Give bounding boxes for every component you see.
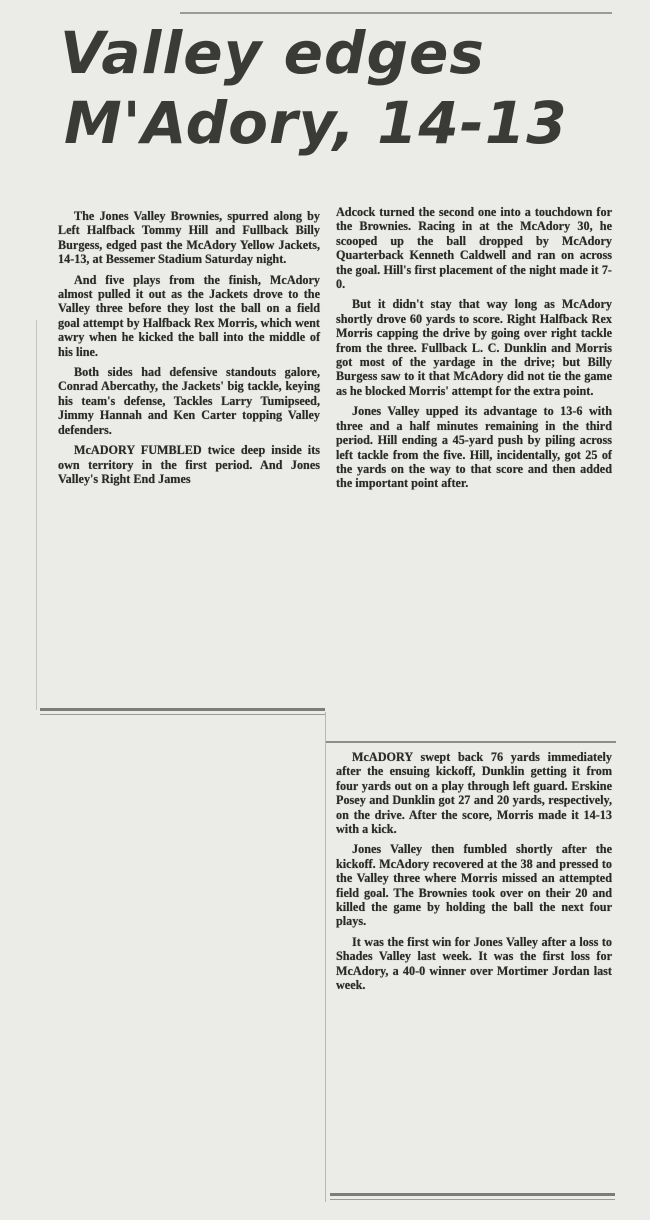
article-column-right-top	[336, 205, 612, 497]
paragraph: The Jones Valley Brownies, spurred along by Left Halfback Tommy Hill and Fullback Billy Burgess, edged past the McAdory Yellow Jackets, 14-13, at Bessemer Stadium Saturday night.	[58, 209, 320, 267]
paragraph: Adcock turned the second one into a touchdown for the Brownies. Racing in at the McAdory 30, he scooped up the ball dropped by McAdory Quarterback Kenneth Caldwell and ran on across the goal. Hill's first placement of the night made it 7-0.	[336, 205, 612, 292]
paragraph: It was the first win for Jones Valley after a loss to Shades Valley last week. It was the first loss for McAdory, a 40-0 winner over Mortimer Jordan last week.	[336, 934, 612, 993]
headline	[60, 18, 620, 158]
article-end-rule-thin	[330, 1199, 615, 1200]
article-column-left	[58, 209, 320, 492]
column-end-rule	[40, 708, 325, 711]
column-divider	[325, 712, 326, 1202]
headline-line-1: Valley edges	[60, 19, 485, 87]
headline-line-2: M'Adory, 14-13	[64, 89, 568, 157]
paragraph: McADORY swept back 76 yards immediately after the ensuing kickoff, Dunklin getting it from four yards out on a play through left guard. Erskine Posey and Dunklin got 27 and 20 yards, respectively, on the drive. After the score, Morris made it 14-13 with a kick.	[336, 750, 612, 837]
paragraph: Jones Valley then fumbled shortly after the kickoff. McAdory recovered at the 38 and pressed to the Valley three where Morris missed an attempted field goal. The Brownies took over on their 20 and killed the game by holding the ball the next four plays.	[336, 842, 612, 929]
paragraph: Jones Valley upped its advantage to 13-6 with three and a half minutes remaining in the third period. Hill ending a 45-yard push by piling across left tackle from the five. Hill, incidentally, got 25 of the yards on the way to that score and then added the important point after.	[336, 404, 612, 491]
article-end-rule	[330, 1193, 615, 1196]
article-column-right-bottom	[336, 750, 612, 999]
paragraph: Both sides had defensive standouts galore, Conrad Abercathy, the Jackets' big tackle, keying his team's defense, Tackles Larry Tumipseed, Jimmy Hannah and Ken Carter topping Valley defenders.	[58, 365, 320, 437]
left-edge-rule	[36, 320, 37, 710]
paragraph: And five plays from the finish, McAdory almost pulled it out as the Jackets drove to the Valley three before they lost the ball on a field goal attempt by Halfback Rex Morris, which went awry when he kicked the ball into the middle of his line.	[58, 272, 320, 359]
paragraph: But it didn't stay that way long as McAdory shortly drove 60 yards to score. Right Halfback Rex Morris capping the drive by going over right tackle from the three. Fullback L. C. Dunklin and Morris got most of the yardage in the drive; but Billy Burgess saw to it that McAdory did not tie the game as he blocked Morris' attempt for the extra point.	[336, 297, 612, 398]
paragraph: McADORY FUMBLED twice deep inside its own territory in the first period. And Jones Valley's Right End James	[58, 443, 320, 486]
section-break-rule	[326, 741, 616, 743]
column-end-rule-thin	[40, 714, 325, 715]
headline-top-rule	[180, 12, 612, 14]
